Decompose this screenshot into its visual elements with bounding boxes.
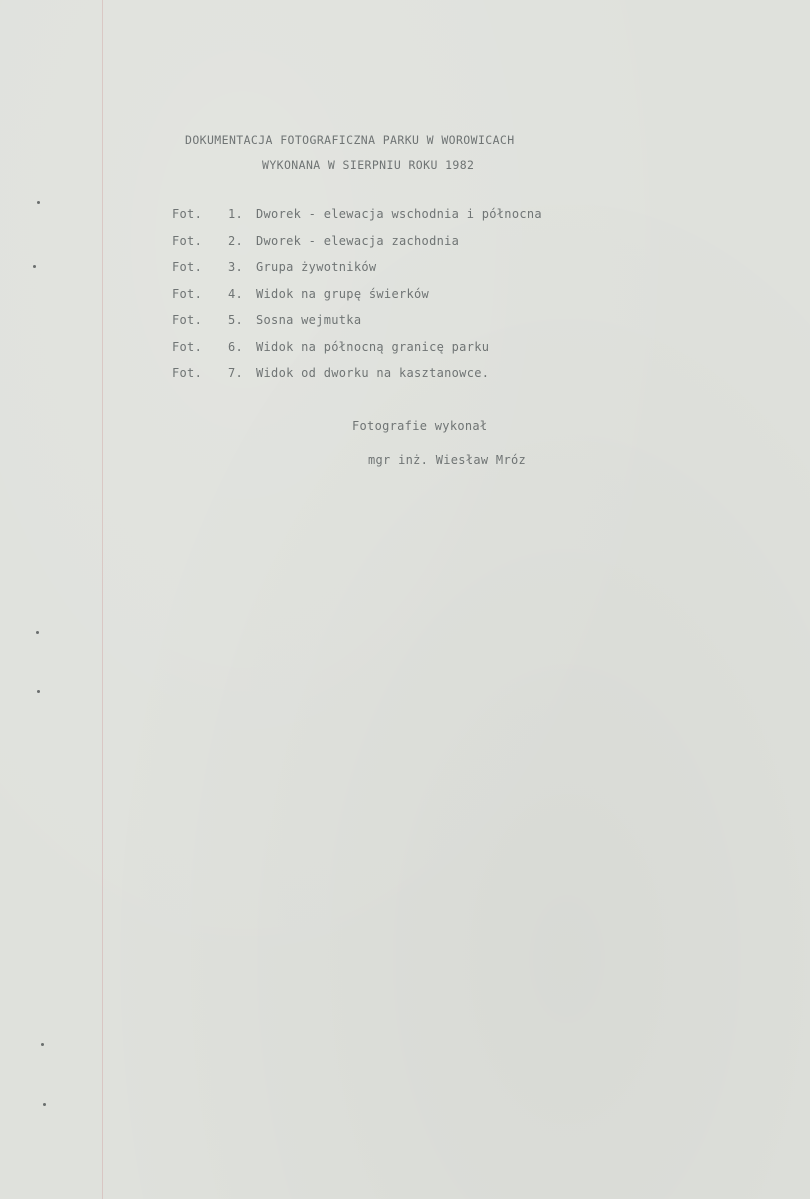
- photo-caption: Dworek - elewacja wschodnia i północna: [256, 207, 542, 221]
- photo-number: 1.: [228, 207, 244, 221]
- photo-number: 2.: [228, 233, 244, 248]
- paper-speck: [37, 201, 40, 204]
- paper-speck: [33, 265, 36, 268]
- photo-prefix: Fot.: [172, 339, 203, 354]
- photo-caption: Grupa żywotników: [256, 260, 377, 274]
- document-title: DOKUMENTACJA FOTOGRAFICZNA PARKU W WOROWICACH: [185, 133, 515, 147]
- photo-number: 5.: [228, 313, 244, 327]
- list-item: [172, 260, 542, 287]
- list-item: [172, 287, 542, 314]
- list-item: [172, 313, 542, 340]
- photo-caption: Widok na północną granicę parku: [256, 339, 490, 354]
- credit-label: Fotografie wykonał: [352, 419, 488, 433]
- photo-prefix: Fot.: [172, 207, 203, 221]
- margin-rule: [102, 0, 103, 1199]
- photo-prefix: Fot.: [172, 286, 203, 301]
- list-item: [172, 366, 542, 393]
- photo-prefix: Fot.: [172, 260, 203, 274]
- list-item: [172, 234, 542, 261]
- photo-caption: Sosna wejmutka: [256, 313, 362, 327]
- photo-number: 7.: [228, 366, 244, 380]
- photo-prefix: Fot.: [172, 233, 203, 248]
- photo-caption: Widok na grupę świerków: [256, 286, 430, 301]
- photo-prefix: Fot.: [172, 313, 203, 327]
- document-subtitle: WYKONANA W SIERPNIU ROKU 1982: [262, 158, 475, 172]
- photo-number: 3.: [228, 260, 244, 274]
- photo-prefix: Fot.: [172, 366, 203, 380]
- photo-number: 6.: [228, 339, 244, 354]
- paper-speck: [41, 1043, 44, 1046]
- credit-author: mgr inż. Wiesław Mróz: [368, 453, 527, 467]
- paper-speck: [43, 1103, 46, 1106]
- photo-list: [172, 207, 542, 393]
- list-item: [172, 340, 542, 367]
- paper-speck: [36, 631, 39, 634]
- photo-number: 4.: [228, 286, 244, 301]
- list-item: [172, 207, 542, 234]
- photo-caption: Dworek - elewacja zachodnia: [256, 233, 460, 248]
- paper-speck: [37, 690, 40, 693]
- photo-caption: Widok od dworku na kasztanowce.: [256, 366, 490, 380]
